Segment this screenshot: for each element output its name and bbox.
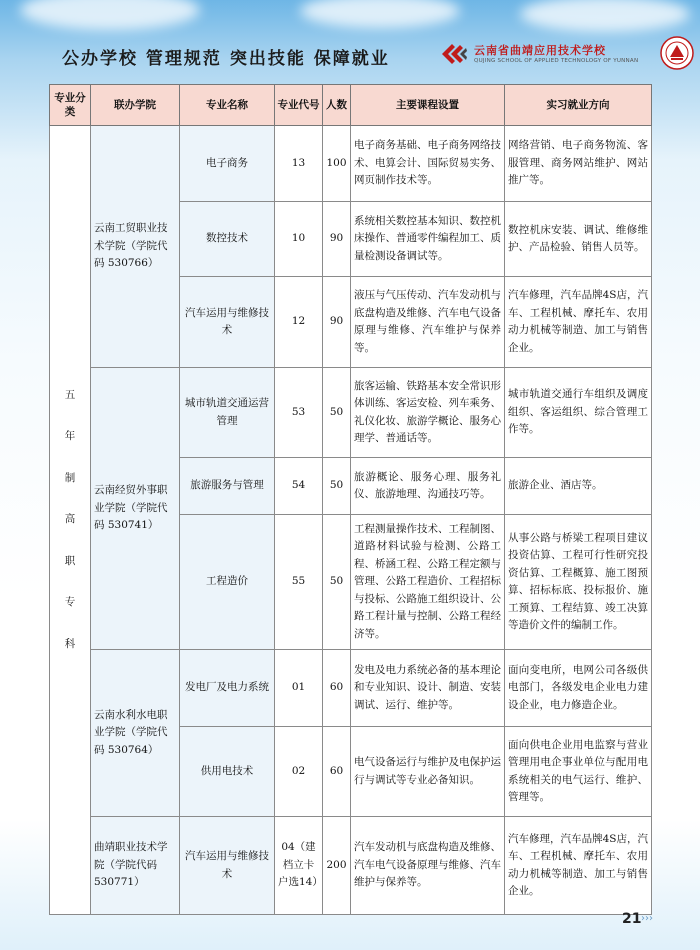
school-name-en: QUJING SCHOOL OF APPLIED TECHNOLOGY OF YUNNAN [474, 58, 639, 64]
major-courses: 汽车发动机与底盘构造及维修、汽车电气设备原理与维修、汽车维护与保养等。 [351, 817, 505, 915]
college-name: 云南经贸外事职业学院（学院代码 530741） [91, 368, 180, 650]
major-courses: 旅游概论、服务心理、服务礼仪、旅游地理、沟通技巧等。 [351, 458, 505, 515]
major-name: 工程造价 [180, 515, 275, 650]
major-name: 汽车运用与维修技术 [180, 817, 275, 915]
school-brand [440, 36, 695, 72]
category-char: 高 [64, 513, 76, 526]
major-code: 10 [275, 202, 323, 277]
table-row [50, 650, 652, 727]
cloud-decoration [20, 0, 200, 30]
major-count: 90 [323, 202, 351, 277]
major-courses: 系统相关数控基本知识、数控机床操作、普通零件编程加工、质量检测设备调试等。 [351, 202, 505, 277]
major-name: 电子商务 [180, 126, 275, 202]
major-code: 54 [275, 458, 323, 515]
major-count: 200 [323, 817, 351, 915]
category-char: 制 [64, 471, 76, 484]
header-count: 人数 [323, 85, 351, 126]
school-name-cn: 云南省曲靖应用技术学校 [474, 44, 606, 57]
major-code: 53 [275, 368, 323, 458]
major-count: 50 [323, 368, 351, 458]
major-jobs: 从事公路与桥梁工程项目建议投资估算、工程可行性研究投资估算、工程概算、施工图预算、招标标底、投标报价、施工预算、工程结算、竣工决算等造价文件的编制工作。 [505, 515, 652, 650]
header-slogan: 公办学校 管理规范 突出技能 保障就业 [62, 49, 390, 69]
major-courses: 工程测量操作技术、工程制图、道路材料试验与检测、公路工程、桥涵工程、公路工程定额与管理、公路工程造价、工程招标与投标、公路施工组织设计、公路工程计量与控制、公路工程经济等。 [351, 515, 505, 650]
page-header [0, 0, 700, 78]
major-jobs: 数控机床安装、调试、维修维护、产品检验、销售人员等。 [505, 202, 652, 277]
major-name: 城市轨道交通运营管理 [180, 368, 275, 458]
major-courses: 电气设备运行与维护及电保护运行与调试等专业必备知识。 [351, 727, 505, 817]
major-name: 数控技术 [180, 202, 275, 277]
major-count: 60 [323, 650, 351, 727]
table-header-row [50, 85, 652, 126]
major-code: 55 [275, 515, 323, 650]
category-cell [50, 126, 91, 915]
header-jobs: 实习就业方向 [505, 85, 652, 126]
major-count: 60 [323, 727, 351, 817]
page-number: 21 [622, 911, 642, 927]
header-major: 专业名称 [180, 85, 275, 126]
major-jobs: 旅游企业、酒店等。 [505, 458, 652, 515]
major-count: 90 [323, 277, 351, 368]
college-name: 曲靖职业技术学院（学院代码 530771） [91, 817, 180, 915]
page-arrows-icon: ››› [641, 913, 653, 924]
major-jobs: 面向供电企业用电监察与营业管理用电企事业单位与配用电系统相关的电气运行、维护、管理等。 [505, 727, 652, 817]
cloud-decoration [300, 0, 460, 28]
majors-table [49, 84, 652, 915]
table-row [50, 817, 652, 915]
school-logo-icon [440, 42, 468, 66]
major-name: 供用电技术 [180, 727, 275, 817]
major-count: 100 [323, 126, 351, 202]
major-count: 50 [323, 515, 351, 650]
cloud-decoration [520, 0, 690, 32]
college-name: 云南工贸职业技术学院（学院代码 530766） [91, 126, 180, 368]
major-jobs: 城市轨道交通行车组织及调度组织、客运组织、综合管理工作等。 [505, 368, 652, 458]
major-courses: 电子商务基础、电子商务网络技术、电算会计、国际贸易实务、网页制作技术等。 [351, 126, 505, 202]
category-char: 五 [64, 388, 76, 401]
school-seal-icon [660, 36, 694, 70]
major-name: 旅游服务与管理 [180, 458, 275, 515]
header-code: 专业代号 [275, 85, 323, 126]
major-courses: 旅客运输、铁路基本安全常识形体训练、客运安检、列车乘务、礼仪化妆、旅游学概论、服务心理学、普通话等。 [351, 368, 505, 458]
major-jobs: 面向变电所，电网公司各级供电部门，各级发电企业电力建设企业，电力修造企业。 [505, 650, 652, 727]
major-code: 01 [275, 650, 323, 727]
category-char: 科 [64, 637, 76, 650]
major-jobs: 汽车修理，汽车品牌4S店，汽车、工程机械、摩托车、农用动力机械等制造、加工与销售企业。 [505, 277, 652, 368]
table-row [50, 368, 652, 458]
major-code: 04（建档立卡户选14） [275, 817, 323, 915]
major-name: 汽车运用与维修技术 [180, 277, 275, 368]
major-courses: 发电及电力系统必备的基本理论和专业知识、设计、制造、安装调试、运行、维护等。 [351, 650, 505, 727]
header-college: 联办学院 [91, 85, 180, 126]
major-code: 02 [275, 727, 323, 817]
major-code: 12 [275, 277, 323, 368]
major-jobs: 网络营销、电子商务物流、客服管理、商务网站维护、网站推广等。 [505, 126, 652, 202]
table-row [50, 126, 652, 202]
major-count: 50 [323, 458, 351, 515]
category-char: 年 [64, 430, 76, 443]
major-jobs: 汽车修理，汽车品牌4S店，汽车、工程机械、摩托车、农用动力机械等制造、加工与销售企业。 [505, 817, 652, 915]
college-name: 云南水利水电职业学院（学院代码 530764） [91, 650, 180, 817]
major-courses: 液压与气压传动、汽车发动机与底盘构造及维修、汽车电气设备原理与维修、汽车维护与保养等。 [351, 277, 505, 368]
major-code: 13 [275, 126, 323, 202]
category-char: 专 [64, 596, 76, 609]
header-courses: 主要课程设置 [351, 85, 505, 126]
major-name: 发电厂及电力系统 [180, 650, 275, 727]
category-char: 职 [64, 554, 76, 567]
header-category: 专业分类 [50, 85, 91, 126]
